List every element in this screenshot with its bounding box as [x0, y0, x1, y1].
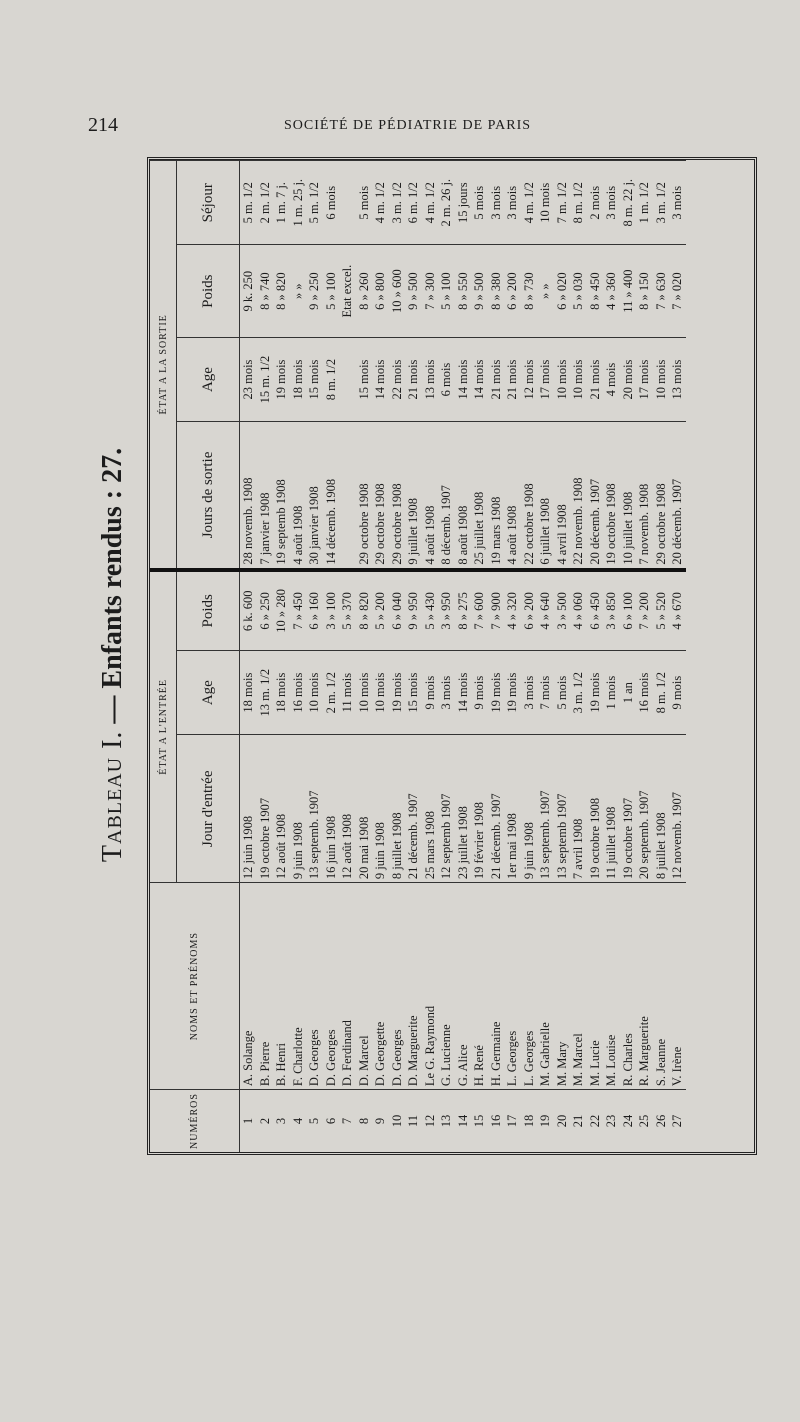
table-cell: 1 m. 1/2	[636, 161, 653, 245]
table-row	[603, 161, 620, 1153]
table-title: Tableau I. — Enfants rendus : 27.	[97, 447, 128, 863]
table-cell	[339, 422, 356, 570]
running-title: SOCIÉTÉ DE PÉDIATRIE DE PARIS	[284, 118, 532, 133]
table-cell: 25 mars 1908	[422, 735, 439, 883]
table-cell: 9 juin 1908	[290, 735, 307, 883]
table-cell: 6	[323, 1090, 340, 1152]
table-cell: 12 août 1908	[339, 735, 356, 883]
table-cell: 13 mois	[669, 337, 686, 421]
table-cell: 6 juillet 1908	[537, 422, 554, 570]
table-cell: 14 mois	[455, 337, 472, 421]
table-cell: 5 » 030	[570, 245, 587, 337]
table-cell: 19 mois	[488, 650, 505, 734]
table-cell: 20 décemb. 1907	[669, 422, 686, 570]
table-cell: 4 août 1908	[422, 422, 439, 570]
table-cell: 7 » 020	[669, 245, 686, 337]
table-row	[306, 161, 323, 1153]
table-cell: 15	[471, 1090, 488, 1152]
table-cell: 22 novemb. 1908	[570, 422, 587, 570]
table-cell: 1 m. 7 j.	[273, 161, 290, 245]
table-cell: 9 k. 250	[240, 245, 257, 337]
table-cell: 10 mois	[306, 650, 323, 734]
table-cell: 20 septemb. 1907	[636, 735, 653, 883]
table-cell: 10 mois	[554, 337, 571, 421]
table-cell: 21 mois	[587, 337, 604, 421]
table-cell: 5	[306, 1090, 323, 1152]
table-cell: 4 » 060	[570, 570, 587, 651]
table-cell: 4 mois	[603, 337, 620, 421]
table-cell: 7 janvier 1908	[257, 422, 274, 570]
table-row	[653, 161, 670, 1153]
table-cell: 6 » 160	[306, 570, 323, 651]
table-cell: 13 mois	[422, 337, 439, 421]
table-cell: 8	[356, 1090, 373, 1152]
table-cell: 3 mois	[438, 650, 455, 734]
table-cell: 1 an	[620, 650, 637, 734]
table-row	[669, 161, 686, 1153]
table-cell: 10 juillet 1908	[620, 422, 637, 570]
table-row	[636, 161, 653, 1153]
table-cell: 16 mois	[290, 650, 307, 734]
table-cell: 19 mois	[587, 650, 604, 734]
table-cell: 29 octobre 1908	[389, 422, 406, 570]
table-cell: 17	[504, 1090, 521, 1152]
table-cell: R. Marguerite	[636, 883, 653, 1090]
page-number: 214	[88, 114, 118, 136]
table-cell: 13 septemb 1907	[554, 735, 571, 883]
table-cell: 21 décemb. 1907	[488, 735, 505, 883]
table-cell: M. Marcel	[570, 883, 587, 1090]
table-cell: 3 mois	[603, 161, 620, 245]
table-cell: 18 mois	[240, 650, 257, 734]
table-cell: 4 » 640	[537, 570, 554, 651]
rotated-table-area	[85, 155, 770, 1155]
table-cell: 3 » 500	[554, 570, 571, 651]
table-cell: 29 octobre 1908	[372, 422, 389, 570]
table-cell: 8 m. 1/2	[323, 337, 340, 421]
table-cell: 19 mars 1908	[488, 422, 505, 570]
table-cell: 10 » 280	[273, 570, 290, 651]
col-age-entree: Age	[177, 650, 240, 734]
table-cell: 15 mois	[405, 650, 422, 734]
table-row	[438, 161, 455, 1153]
col-jour-entree: Jour d'entrée	[177, 735, 240, 883]
table-cell: S. Jeanne	[653, 883, 670, 1090]
table-cell: 15 mois	[356, 337, 373, 421]
table-cell: 6 » 200	[521, 570, 538, 651]
table-cell: Etat excel.	[339, 245, 356, 337]
table-cell: L. Georges	[521, 883, 538, 1090]
table-row	[356, 161, 373, 1153]
table-row	[240, 161, 257, 1153]
table-cell	[339, 161, 356, 245]
table-cell: 4	[290, 1090, 307, 1152]
table-cell: 19 mois	[389, 650, 406, 734]
table-cell: 13	[438, 1090, 455, 1152]
col-jours-sortie: Jours de sortie	[177, 422, 240, 570]
table-cell: 19 septemb 1908	[273, 422, 290, 570]
table-cell: 3	[273, 1090, 290, 1152]
table-cell: 5 » 430	[422, 570, 439, 651]
table-cell: 14	[455, 1090, 472, 1152]
table-cell: 2	[257, 1090, 274, 1152]
table-cell: 10 mois	[653, 337, 670, 421]
table-cell: 4 août 1908	[290, 422, 307, 570]
table-cell: 7 » 630	[653, 245, 670, 337]
table-cell: 3 » 100	[323, 570, 340, 651]
table-cell: 16 mois	[636, 650, 653, 734]
group-entree: ÉTAT A L'ENTRÉE	[150, 570, 177, 883]
table-cell: 8 décemb. 1907	[438, 422, 455, 570]
table-cell: 11 » 400	[620, 245, 637, 337]
table-cell: 8 août 1908	[455, 422, 472, 570]
table-cell: 19	[537, 1090, 554, 1152]
table-cell: » »	[290, 245, 307, 337]
table-row	[372, 161, 389, 1153]
table-row	[504, 161, 521, 1153]
table-row	[587, 161, 604, 1153]
table-cell: 9 juin 1908	[521, 735, 538, 883]
col-noms: NOMS ET PRÉNOMS	[150, 883, 240, 1090]
table-cell: 4 m. 1/2	[372, 161, 389, 245]
table-cell: 6 » 200	[504, 245, 521, 337]
table-cell: 17 mois	[537, 337, 554, 421]
table-cell: 3 mois	[504, 161, 521, 245]
table-cell: 8 » 820	[273, 245, 290, 337]
table-cell: 6 mois	[438, 337, 455, 421]
table-cell: 18 mois	[290, 337, 307, 421]
table-cell: 9 juin 1908	[372, 735, 389, 883]
table-cell: 2 m. 1/2	[257, 161, 274, 245]
table-cell: 7 avril 1908	[570, 735, 587, 883]
table-cell: 10	[389, 1090, 406, 1152]
table-cell: 8 » 820	[356, 570, 373, 651]
table-cell: G. Alice	[455, 883, 472, 1090]
table-cell: 15 mois	[306, 337, 323, 421]
table-cell: 22 octobre 1908	[521, 422, 538, 570]
table-cell: 3 » 850	[603, 570, 620, 651]
table-cell: 9 mois	[422, 650, 439, 734]
table-cell: 22 mois	[389, 337, 406, 421]
table-cell: 19 octobre 1907	[620, 735, 637, 883]
table-cell: A. Solange	[240, 883, 257, 1090]
table-cell: F. Charlotte	[290, 883, 307, 1090]
table-cell: 10 mois	[570, 337, 587, 421]
table-row	[620, 161, 637, 1153]
table-row	[471, 161, 488, 1153]
table-cell: 2 mois	[587, 161, 604, 245]
table-cell: 3 m. 1/2	[570, 650, 587, 734]
table-cell: 22	[587, 1090, 604, 1152]
table-row	[273, 161, 290, 1153]
table-cell: 7 » 300	[422, 245, 439, 337]
table-cell: 30 janvier 1908	[306, 422, 323, 570]
table-cell: 11 juillet 1908	[603, 735, 620, 883]
table-cell: 14 décemb. 1908	[323, 422, 340, 570]
table-cell: 9 juillet 1908	[405, 422, 422, 570]
table-cell: 8 m. 22 j.	[620, 161, 637, 245]
table-cell: 6 » 100	[620, 570, 637, 651]
table-cell: 9 » 500	[471, 245, 488, 337]
table-cell: 6 » 250	[257, 570, 274, 651]
table-cell: 10 mois	[537, 161, 554, 245]
table-row	[537, 161, 554, 1153]
table-cell: 27	[669, 1090, 686, 1152]
table-cell: 1 mois	[603, 650, 620, 734]
table-cell: 12 juin 1908	[240, 735, 257, 883]
table-cell: 26	[653, 1090, 670, 1152]
table-cell: 11 mois	[339, 650, 356, 734]
table-cell: 19 octobre 1907	[257, 735, 274, 883]
col-age-sortie: Age	[177, 337, 240, 421]
table-row	[257, 161, 274, 1153]
table-cell: 4 août 1908	[504, 422, 521, 570]
table-cell: 7	[339, 1090, 356, 1152]
table-row	[455, 161, 472, 1153]
table-row	[488, 161, 505, 1153]
table-cell: 21 décemb. 1907	[405, 735, 422, 883]
table-cell: 6 m. 1/2	[405, 161, 422, 245]
table-cell: 5 m. 1/2	[240, 161, 257, 245]
table-cell: 23	[603, 1090, 620, 1152]
table-cell: 10 mois	[372, 650, 389, 734]
table-cell: M. Gabrielle	[537, 883, 554, 1090]
table-cell: 21 mois	[488, 337, 505, 421]
table-cell: 2 m. 1/2	[323, 650, 340, 734]
table-cell: 17 mois	[636, 337, 653, 421]
table-body	[240, 161, 686, 1153]
table-cell: M. Mary	[554, 883, 571, 1090]
page-header	[88, 114, 588, 140]
table-cell: 7 novemb. 1908	[636, 422, 653, 570]
table-cell: 12 mois	[521, 337, 538, 421]
table-cell: 4 » 670	[669, 570, 686, 651]
table-cell: 8 » 275	[455, 570, 472, 651]
table-cell: D. Marguerite	[405, 883, 422, 1090]
table-cell: 5 » 370	[339, 570, 356, 651]
table-cell: 8 » 730	[521, 245, 538, 337]
table-cell: 19 octobre 1908	[603, 422, 620, 570]
col-sejour: Séjour	[177, 161, 240, 245]
table-cell: 6 » 040	[389, 570, 406, 651]
table-cell: 13 septemb. 1907	[306, 735, 323, 883]
table-cell: 3 mois	[521, 650, 538, 734]
table-row	[290, 161, 307, 1153]
table-cell: 6 » 450	[587, 570, 604, 651]
table-cell: 20	[554, 1090, 571, 1152]
table-cell: B. Henri	[273, 883, 290, 1090]
table-cell: D. Ferdinand	[339, 883, 356, 1090]
table-cell: 6 » 800	[372, 245, 389, 337]
table-row	[323, 161, 340, 1153]
table-cell: 8 juillet 1908	[653, 735, 670, 883]
table-cell: Le G. Raymond	[422, 883, 439, 1090]
group-sortie: ÉTAT A LA SORTIE	[150, 161, 177, 570]
table-cell: 12	[422, 1090, 439, 1152]
table-cell: 20 mois	[620, 337, 637, 421]
table-cell: 1	[240, 1090, 257, 1152]
table-cell: 14 mois	[455, 650, 472, 734]
table-cell: 20 décemb. 1907	[587, 422, 604, 570]
table-cell: D. Marcel	[356, 883, 373, 1090]
table-cell: B. Pierre	[257, 883, 274, 1090]
table-cell: 28 novemb. 1908	[240, 422, 257, 570]
children-table	[150, 160, 686, 1152]
table-cell: M. Lucie	[587, 883, 604, 1090]
table-row	[521, 161, 538, 1153]
table-cell: 29 octobre 1908	[356, 422, 373, 570]
table-cell: 5 » 100	[323, 245, 340, 337]
table-cell: 8 » 450	[587, 245, 604, 337]
table-cell: M. Louise	[603, 883, 620, 1090]
table-cell: 8 » 150	[636, 245, 653, 337]
table-cell: 5 mois	[554, 650, 571, 734]
table-cell: D. Georgette	[372, 883, 389, 1090]
table-cell: 8 m. 1/2	[653, 650, 670, 734]
table-cell: 9	[372, 1090, 389, 1152]
table-cell: 4 » 320	[504, 570, 521, 651]
table-cell: 15 jours	[455, 161, 472, 245]
table-cell: 8 » 380	[488, 245, 505, 337]
table-cell: 3 mois	[669, 161, 686, 245]
table-cell: 7 » 200	[636, 570, 653, 651]
table-cell: 6 k. 600	[240, 570, 257, 651]
table-cell: 16	[488, 1090, 505, 1152]
table-cell: H. Germaine	[488, 883, 505, 1090]
table-cell: » »	[537, 245, 554, 337]
table-cell: 9 mois	[471, 650, 488, 734]
table-cell: 7 mois	[537, 650, 554, 734]
table-cell: 12 novemb. 1907	[669, 735, 686, 883]
table-cell: 21	[570, 1090, 587, 1152]
table-cell: 29 octobre 1908	[653, 422, 670, 570]
table-cell: 19 mois	[504, 650, 521, 734]
table-cell: D. Georges	[389, 883, 406, 1090]
table-cell: 20 mai 1908	[356, 735, 373, 883]
table-row	[554, 161, 571, 1153]
table-cell: 9 mois	[669, 650, 686, 734]
table-cell: 3 m. 1/2	[653, 161, 670, 245]
table-cell: D. Georges	[306, 883, 323, 1090]
table-cell: 24	[620, 1090, 637, 1152]
table-cell: 12 août 1908	[273, 735, 290, 883]
table-cell: 5 » 520	[653, 570, 670, 651]
table-cell: 23 juillet 1908	[455, 735, 472, 883]
table-cell: 8 » 550	[455, 245, 472, 337]
table-cell: 13 septemb. 1907	[537, 735, 554, 883]
table-cell: 6 » 020	[554, 245, 571, 337]
col-poids-sortie: Poids	[177, 245, 240, 337]
table-cell: H. René	[471, 883, 488, 1090]
table-cell: 7 » 450	[290, 570, 307, 651]
table-cell: 9 » 500	[405, 245, 422, 337]
table-cell: 10 mois	[356, 650, 373, 734]
table-row	[389, 161, 406, 1153]
table-cell: 3 » 950	[438, 570, 455, 651]
table-cell: 25	[636, 1090, 653, 1152]
table-cell: 4 m. 1/2	[422, 161, 439, 245]
table-cell: 5 m. 1/2	[306, 161, 323, 245]
table-cell: 2 m. 26 j.	[438, 161, 455, 245]
table-cell: 4 avril 1908	[554, 422, 571, 570]
table-cell: 8 » 740	[257, 245, 274, 337]
table-row	[405, 161, 422, 1153]
data-table-frame	[147, 157, 757, 1155]
table-cell: 21 mois	[504, 337, 521, 421]
table-cell: 5 mois	[356, 161, 373, 245]
table-cell: 25 juillet 1908	[471, 422, 488, 570]
table-cell: 12 septemb 1907	[438, 735, 455, 883]
table-cell: 19 octobre 1908	[587, 735, 604, 883]
table-cell: 10 » 600	[389, 245, 406, 337]
table-cell: 9 » 950	[405, 570, 422, 651]
table-row	[570, 161, 587, 1153]
table-cell: 3 m. 1/2	[389, 161, 406, 245]
table-cell	[339, 337, 356, 421]
table-cell: 23 mois	[240, 337, 257, 421]
table-cell: 6 mois	[323, 161, 340, 245]
table-cell: 16 juin 1908	[323, 735, 340, 883]
table-cell: 7 » 600	[471, 570, 488, 651]
table-cell: 11	[405, 1090, 422, 1152]
table-row	[339, 161, 356, 1153]
table-cell: R. Charles	[620, 883, 637, 1090]
table-cell: 7 » 900	[488, 570, 505, 651]
table-cell: 14 mois	[471, 337, 488, 421]
table-cell: 5 mois	[471, 161, 488, 245]
table-cell: D. Georges	[323, 883, 340, 1090]
table-cell: 3 mois	[488, 161, 505, 245]
table-cell: 5 » 200	[372, 570, 389, 651]
col-numeros: NUMÉROS	[150, 1090, 240, 1152]
table-cell: 18	[521, 1090, 538, 1152]
table-cell: 19 février 1908	[471, 735, 488, 883]
table-cell: 15 m. 1/2	[257, 337, 274, 421]
table-cell: 14 mois	[372, 337, 389, 421]
table-cell: 8 juillet 1908	[389, 735, 406, 883]
table-cell: 8 » 260	[356, 245, 373, 337]
table-cell: 9 » 250	[306, 245, 323, 337]
table-cell: 4 » 360	[603, 245, 620, 337]
table-cell: 1 m. 25 j.	[290, 161, 307, 245]
table-cell: 18 mois	[273, 650, 290, 734]
table-cell: V. Irène	[669, 883, 686, 1090]
table-cell: 5 » 100	[438, 245, 455, 337]
table-cell: G. Lucienne	[438, 883, 455, 1090]
table-cell: 21 mois	[405, 337, 422, 421]
table-cell: 1er mai 1908	[504, 735, 521, 883]
table-cell: 4 m. 1/2	[521, 161, 538, 245]
table-cell: 19 mois	[273, 337, 290, 421]
table-row	[422, 161, 439, 1153]
table-cell: 8 m. 1/2	[570, 161, 587, 245]
table-cell: L. Georges	[504, 883, 521, 1090]
table-cell: 13 m. 1/2	[257, 650, 274, 734]
col-poids-entree: Poids	[177, 570, 240, 651]
table-cell: 7 m. 1/2	[554, 161, 571, 245]
